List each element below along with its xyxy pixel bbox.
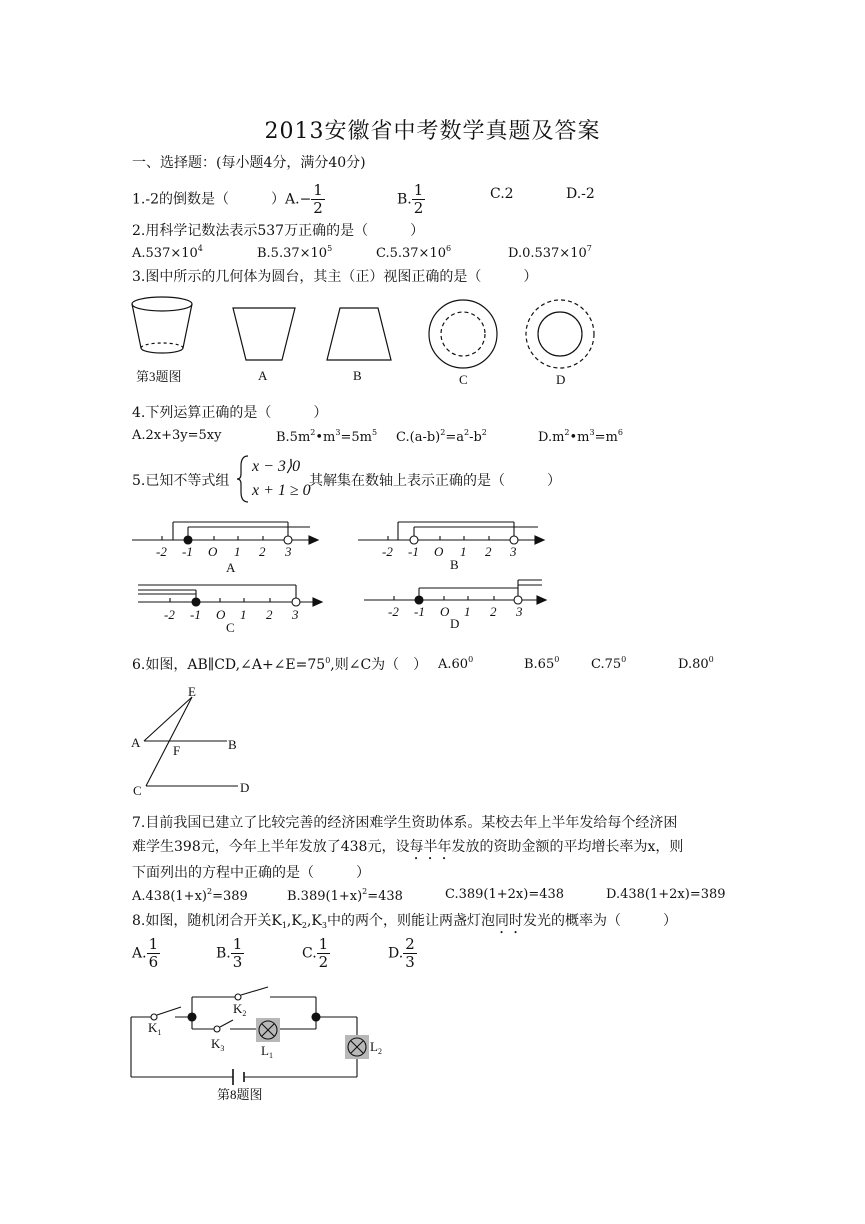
nl-a-tick-m2: -2	[156, 544, 167, 559]
q8-d-fraction	[403, 936, 417, 971]
q4-b-1: B.5m	[276, 430, 311, 445]
nl-b-label: B	[450, 557, 459, 572]
lamp-l2-icon	[345, 1035, 369, 1059]
q2-c-exp: 6	[446, 244, 452, 253]
q4-b-e3: 5	[371, 428, 378, 437]
q8-d-num: 2	[405, 935, 415, 953]
q8-a-den: 6	[148, 953, 159, 971]
nl-b-tick-1: 1	[460, 544, 467, 559]
q4-option-b	[276, 428, 377, 445]
q8-b-label: B.	[216, 945, 231, 962]
nl-d-tick-3: 3	[516, 604, 523, 619]
question-2-stem: 2.用科学记数法表示537万正确的是（ ）	[132, 223, 425, 239]
number-line-b	[358, 522, 544, 544]
q6-label-a: A	[131, 735, 141, 750]
q7-b-1: B.389(1+x)	[287, 889, 363, 904]
q7-line-3: 下面列出的方程中正确的是（ ）	[132, 865, 370, 881]
q4-c-1: C.(a-b)	[396, 430, 441, 445]
q6-a-deg: 0	[468, 655, 474, 664]
q3-label-b: B	[353, 368, 362, 383]
q8-l2-letter: L	[370, 1039, 378, 1054]
q8-k2-letter: K	[233, 1001, 243, 1016]
q8-label-k1	[148, 1020, 161, 1037]
q4-b-2: •m	[315, 430, 336, 445]
battery-icon	[233, 1069, 244, 1085]
number-line-a	[132, 522, 318, 544]
q3-label-a: A	[258, 368, 268, 383]
q2-option-c	[376, 244, 451, 261]
nl-d-tick-1: 1	[464, 604, 471, 619]
q8-option-d	[388, 936, 417, 971]
q1-b-den: 2	[413, 199, 424, 217]
q6-option-d	[678, 655, 714, 672]
q1-b-num: 1	[413, 181, 424, 199]
junction-left	[188, 1013, 196, 1021]
q2-option-d	[508, 244, 592, 261]
q6-label-d: D	[240, 780, 250, 795]
q5-inequality-2: x + 1 ≥ 0	[252, 482, 311, 499]
question-8-stem	[132, 910, 677, 937]
q7-line-2b-emphasis: 每半年	[409, 839, 452, 855]
q7-line-2	[132, 836, 683, 863]
q6-c-deg: 0	[621, 655, 627, 664]
q8-l2-index: 2	[377, 1047, 382, 1056]
q8-d-den: 3	[405, 953, 415, 971]
q4-option-c	[396, 428, 487, 445]
nl-c-tick-m2: -2	[164, 607, 175, 622]
view-c-shape	[429, 300, 497, 368]
nl-a-tick-o: O	[208, 544, 218, 559]
q8-k1-letter: K	[148, 1020, 158, 1035]
q2-d-text: D.0.537×10	[508, 246, 587, 261]
q8-label-l2	[370, 1039, 382, 1056]
q4-option-d	[538, 428, 623, 445]
q8-figure-caption: 第8题图	[217, 1087, 263, 1102]
q1-stem: 1.-2的倒数是（ ）A.	[132, 191, 300, 208]
question-6-stem	[132, 654, 427, 674]
q1-option-c: C.2	[490, 186, 514, 202]
view-a-shape	[233, 308, 295, 360]
q6-option-c	[591, 655, 626, 672]
nl-c-tick-1: 1	[240, 607, 247, 622]
junction-right	[312, 1013, 320, 1021]
q8-a-fraction	[147, 936, 161, 971]
q1-a-den: 2	[313, 199, 323, 217]
q8-k3-sub: 3	[321, 921, 327, 930]
q4-b-e1: 2	[310, 428, 316, 437]
q8-stem-2: 中的两个，则能让两盏灯泡	[326, 913, 495, 929]
q6-d-deg: 0	[708, 655, 714, 664]
q8-sep-1: ,K	[286, 913, 302, 929]
q6-label-f: F	[173, 743, 181, 758]
q7-option-a	[132, 887, 248, 904]
page-title: 2013安徽省中考数学真题及答案	[264, 119, 601, 144]
q4-d-e1: 2	[564, 428, 570, 437]
q7-option-c: C.389(1+2x)=438	[445, 887, 565, 902]
q8-k2-sub: 2	[301, 921, 307, 930]
switch-k3	[214, 1020, 233, 1032]
nl-d-tick-m2: -2	[388, 604, 399, 619]
q3-label-c: C	[459, 372, 468, 387]
q7-line-1: 7.目前我国已建立了比较完善的经济困难学生资助体系。某校去年上半年发给每个经济困	[132, 815, 678, 831]
nl-a-tick-1: 1	[234, 544, 241, 559]
q5-inequality-1: x − 3⟩0	[252, 458, 301, 475]
switch-k1	[151, 1007, 181, 1020]
q4-c-2: =a	[445, 430, 464, 445]
nl-a-label: A	[226, 560, 236, 575]
q8-c-fraction	[317, 936, 331, 971]
nl-a-tick-3: 3	[285, 544, 292, 559]
q6-label-c: C	[133, 783, 142, 798]
q4-b-3: =5m	[340, 430, 372, 445]
q1-b-label: B.	[397, 191, 412, 208]
q8-c-den: 2	[318, 953, 329, 971]
view-d-shape	[526, 300, 594, 368]
q4-d-1: D.m	[538, 430, 565, 445]
q1-a-num: 1	[313, 181, 323, 199]
nl-b-tick-m1: -1	[408, 544, 419, 559]
nl-d-tick-2: 2	[490, 604, 497, 619]
q8-label-l1	[261, 1043, 273, 1060]
nl-c-tick-2: 2	[266, 607, 273, 622]
q4-option-a: A.2x+3y=5xy	[132, 428, 222, 443]
q8-c-num: 1	[318, 935, 329, 953]
nl-b-tick-o: O	[434, 544, 444, 559]
switch-k2	[235, 987, 268, 1000]
question-4-stem: 4.下列运算正确的是（ ）	[132, 405, 328, 421]
section-heading: 一、选择题：(每小题4分，满分40分)	[132, 155, 366, 171]
nl-c-tick-o: O	[216, 607, 226, 622]
q1-option-a-fraction	[311, 182, 325, 217]
q8-k2-index: 2	[242, 1009, 247, 1018]
frustum-figure	[132, 297, 192, 353]
q7-option-b	[287, 887, 403, 904]
q6-option-a	[438, 655, 473, 672]
q8-l1-index: 1	[268, 1051, 273, 1060]
q2-c-text: C.5.37×10	[376, 246, 446, 261]
nl-d-tick-m1: -1	[414, 604, 425, 619]
q1-option-b	[397, 182, 425, 217]
q4-c-3: -b	[469, 430, 482, 445]
q2-option-b	[257, 244, 332, 261]
q6-stem-2: ,则∠C为（ ）	[330, 657, 428, 673]
q4-c-e2: 2	[463, 428, 470, 437]
q7-a-1: A.438(1+x)	[132, 889, 207, 904]
q5-brace	[236, 454, 252, 504]
q7-line-2c: 发放的资助金额的平均增长率为x，则	[451, 839, 684, 855]
q8-stem-1: 8.如图，随机闭合开关K	[132, 913, 282, 929]
q7-a-e: 2	[206, 887, 213, 896]
q4-b-e2: 3	[335, 428, 341, 437]
nl-c-label: C	[226, 620, 235, 635]
q6-option-b	[524, 655, 559, 672]
q8-option-a	[132, 936, 160, 971]
q8-c-label: C.	[302, 945, 317, 962]
q3-label-d: D	[556, 372, 566, 387]
q7-a-2: =389	[212, 889, 248, 904]
q1-option-d: D.-2	[566, 186, 595, 202]
q8-k1-index: 1	[157, 1028, 162, 1037]
q7-b-2: =438	[367, 889, 403, 904]
q6-c-text: C.75	[591, 657, 622, 672]
q8-option-b	[216, 936, 244, 971]
q5-suffix: 其解集在数轴上表示正确的是（ ）	[309, 473, 561, 489]
nl-b-tick-2: 2	[485, 544, 492, 559]
q7-b-e: 2	[362, 887, 368, 896]
q8-stem-3: 发光的概率为（ ）	[522, 913, 677, 929]
q2-option-a	[132, 244, 203, 261]
q8-d-label: D.	[388, 945, 404, 962]
q7-line-2a: 难学生398元，今年上半年发放了438元，设	[132, 839, 410, 855]
nl-d-tick-o: O	[440, 604, 450, 619]
q4-d-e3: 6	[617, 428, 623, 437]
q4-d-3: =m	[594, 430, 618, 445]
q8-label-k3	[211, 1036, 224, 1053]
q8-a-label: A.	[132, 945, 147, 962]
q8-a-num: 1	[148, 935, 159, 953]
nl-c-tick-3: 3	[292, 607, 299, 622]
q8-option-c	[302, 936, 330, 971]
q6-b-text: B.65	[524, 657, 555, 672]
q5-prefix: 5.已知不等式组	[132, 473, 230, 489]
q1-option-b-fraction	[412, 182, 426, 217]
q6-label-e: E	[188, 684, 196, 699]
view-b-shape	[327, 308, 391, 360]
nl-c-tick-m1: -1	[190, 607, 201, 622]
q2-a-exp: 4	[197, 244, 203, 253]
q8-stem-emphasis: 同时	[494, 913, 523, 929]
q7-option-d: D.438(1+2x)=389	[606, 887, 726, 902]
q8-k1-sub: 1	[281, 921, 287, 930]
q8-b-num: 1	[232, 935, 243, 953]
question-3-stem: 3.图中所示的几何体为圆台，其主（正）视图正确的是（ ）	[132, 269, 538, 285]
nl-a-tick-2: 2	[259, 544, 266, 559]
q2-a-text: A.537×10	[132, 246, 198, 261]
q6-d-text: D.80	[678, 657, 709, 672]
nl-b-tick-m2: -2	[382, 544, 393, 559]
q2-b-text: B.5.37×10	[257, 246, 328, 261]
number-line-c	[138, 585, 322, 606]
q8-k3-letter: K	[211, 1036, 221, 1051]
number-line-d	[364, 580, 546, 604]
q6-a-text: A.60	[438, 657, 469, 672]
nl-a-tick-m1: -1	[182, 544, 193, 559]
q8-label-k2	[233, 1001, 246, 1018]
q8-b-fraction	[231, 936, 245, 971]
q6-stem-exp: 0	[325, 656, 331, 665]
q2-b-exp: 5	[327, 244, 333, 253]
q8-l1-letter: L	[261, 1043, 269, 1058]
nl-d-label: D	[450, 616, 460, 631]
lamp-l1-icon	[256, 1018, 280, 1042]
q1-option-a-sign: −	[299, 191, 312, 208]
q6-stem-1: 6.如图，AB∥CD,∠A+∠E=75	[132, 657, 326, 673]
q4-d-2: •m	[569, 430, 590, 445]
q2-d-exp: 7	[586, 244, 592, 253]
q4-c-e3: 2	[481, 428, 487, 437]
q4-c-e1: 2	[440, 428, 446, 437]
question-1	[132, 182, 325, 217]
q6-b-deg: 0	[554, 655, 560, 664]
q8-b-den: 3	[232, 953, 243, 971]
nl-b-tick-3: 3	[510, 544, 517, 559]
q3-figure-caption: 第3题图	[136, 369, 182, 384]
q4-d-e2: 3	[589, 428, 595, 437]
q8-k3-index: 3	[220, 1044, 225, 1053]
q8-sep-2: ,K	[306, 913, 322, 929]
q6-label-b: B	[228, 737, 237, 752]
